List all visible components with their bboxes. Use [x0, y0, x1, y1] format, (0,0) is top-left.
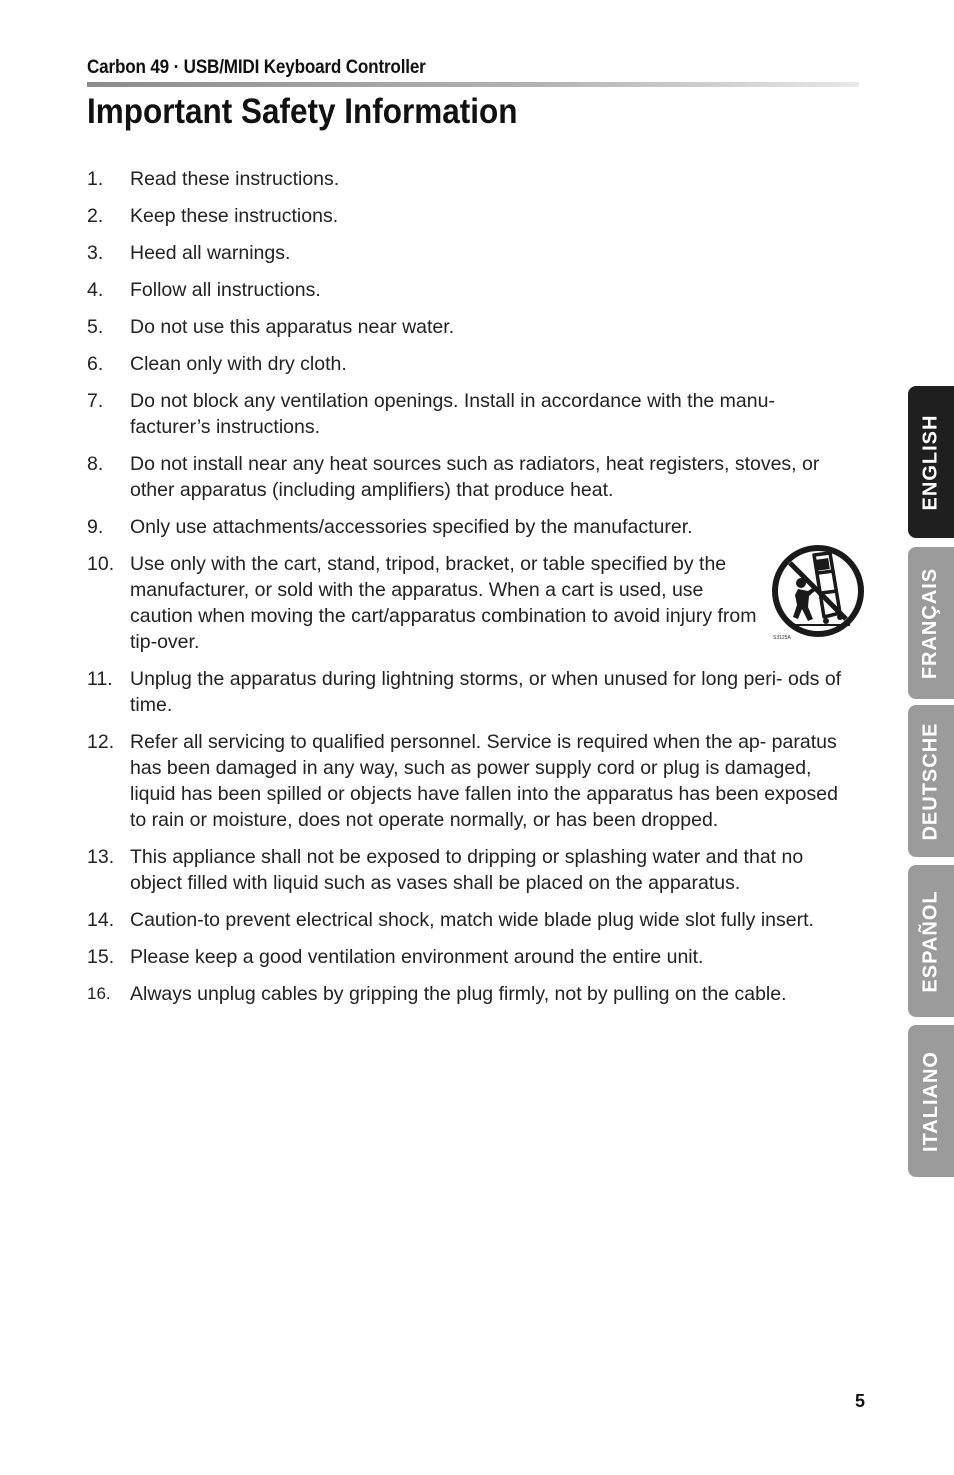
- item-text: Do not block any ventilation openings. Install in accordance with the manu- facturer’s instructions.: [130, 390, 775, 438]
- tab-deutsche[interactable]: [908, 705, 954, 857]
- list-item: [87, 514, 859, 540]
- figure-code: S3125A: [773, 635, 791, 641]
- item-number: 14.: [87, 909, 115, 931]
- list-item: [87, 944, 859, 970]
- tab-francais[interactable]: [908, 547, 954, 699]
- list-item: [87, 314, 859, 340]
- item-number: 9.: [87, 516, 104, 538]
- tab-label: ENGLISH: [919, 414, 942, 510]
- list-item: [87, 388, 859, 440]
- list-item: [87, 240, 859, 266]
- list-item: [87, 166, 859, 192]
- list-item: [87, 729, 859, 833]
- list-item: [87, 351, 859, 377]
- item-text: Heed all warnings.: [130, 242, 291, 264]
- item-number: 7.: [87, 390, 104, 412]
- item-number: 2.: [87, 205, 104, 227]
- item-number: 12.: [87, 731, 115, 753]
- item-text: Unplug the apparatus during lightning storms, or when unused for long peri- ods of time.: [130, 668, 842, 716]
- item-number: 1.: [87, 168, 104, 190]
- item-text: Caution-to prevent electrical shock, match wide blade plug wide slot fully insert.: [130, 909, 814, 931]
- tab-label: ITALIANO: [919, 1050, 942, 1152]
- cart-tip-over-warning-icon: [768, 543, 868, 643]
- page-number: 5: [855, 1391, 866, 1411]
- safety-instructions-list: [87, 166, 859, 1018]
- item-text: Do not install near any heat sources such as radiators, heat registers, stoves, or other apparatus (including amplifiers) that produce heat.: [130, 453, 820, 501]
- item-text: Only use attachments/accessories specified by the manufacturer.: [130, 516, 693, 538]
- item-number: 16.: [87, 984, 111, 1003]
- tab-english[interactable]: [908, 386, 954, 538]
- item-text: Follow all instructions.: [130, 279, 321, 301]
- item-text: This appliance shall not be exposed to dripping or splashing water and that no object filled with liquid such as vases shall be placed on the apparatus.: [130, 846, 804, 894]
- item-number: 8.: [87, 453, 104, 475]
- item-number: 3.: [87, 242, 104, 264]
- item-number: 5.: [87, 316, 104, 338]
- item-number: 10.: [87, 553, 115, 575]
- item-number: 15.: [87, 946, 115, 968]
- item-text: Do not use this apparatus near water.: [130, 316, 455, 338]
- item-text: Clean only with dry cloth.: [130, 353, 347, 375]
- list-item: [87, 203, 859, 229]
- tab-espanol[interactable]: [908, 865, 954, 1017]
- item-text: Read these instructions.: [130, 168, 340, 190]
- list-item: [87, 844, 859, 896]
- item-number: 13.: [87, 846, 115, 868]
- list-item: [87, 551, 859, 655]
- tab-label: ESPAÑOL: [919, 889, 942, 993]
- page-title: Important Safety Information: [87, 92, 518, 131]
- header-rule: [87, 82, 859, 87]
- tab-label: FRANÇAIS: [919, 567, 942, 679]
- list-item: [87, 277, 859, 303]
- list-item: [87, 666, 859, 718]
- item-text: Refer all servicing to qualified personnel. Service is required when the ap- paratus has been damaged in any way, such as power supply cord or plug is damaged, liquid has been spilled or objects have fallen into the apparatus has been exposed to rain or moisture, does not operate normally, or has been dropped.: [130, 731, 838, 831]
- list-item: [87, 981, 859, 1007]
- list-item: [87, 907, 859, 933]
- tab-italiano[interactable]: [908, 1025, 954, 1177]
- item-text: Use only with the cart, stand, tripod, bracket, or table specified by the manufacturer, or sold with the apparatus. When a cart is used, use caution when moving the cart/apparatus combination to avoid injury from tip-over.: [130, 553, 757, 653]
- item-number: 4.: [87, 279, 104, 301]
- item-number: 11.: [87, 668, 113, 690]
- item-number: 6.: [87, 353, 104, 375]
- item-text: Please keep a good ventilation environment around the entire unit.: [130, 946, 704, 968]
- item-text: Keep these instructions.: [130, 205, 339, 227]
- tab-label: DEUTSCHE: [919, 721, 942, 841]
- running-header: Carbon 49 · USB/MIDI Keyboard Controller: [87, 57, 426, 78]
- list-item: [87, 451, 859, 503]
- item-text: Always unplug cables by gripping the plug firmly, not by pulling on the cable.: [130, 983, 787, 1005]
